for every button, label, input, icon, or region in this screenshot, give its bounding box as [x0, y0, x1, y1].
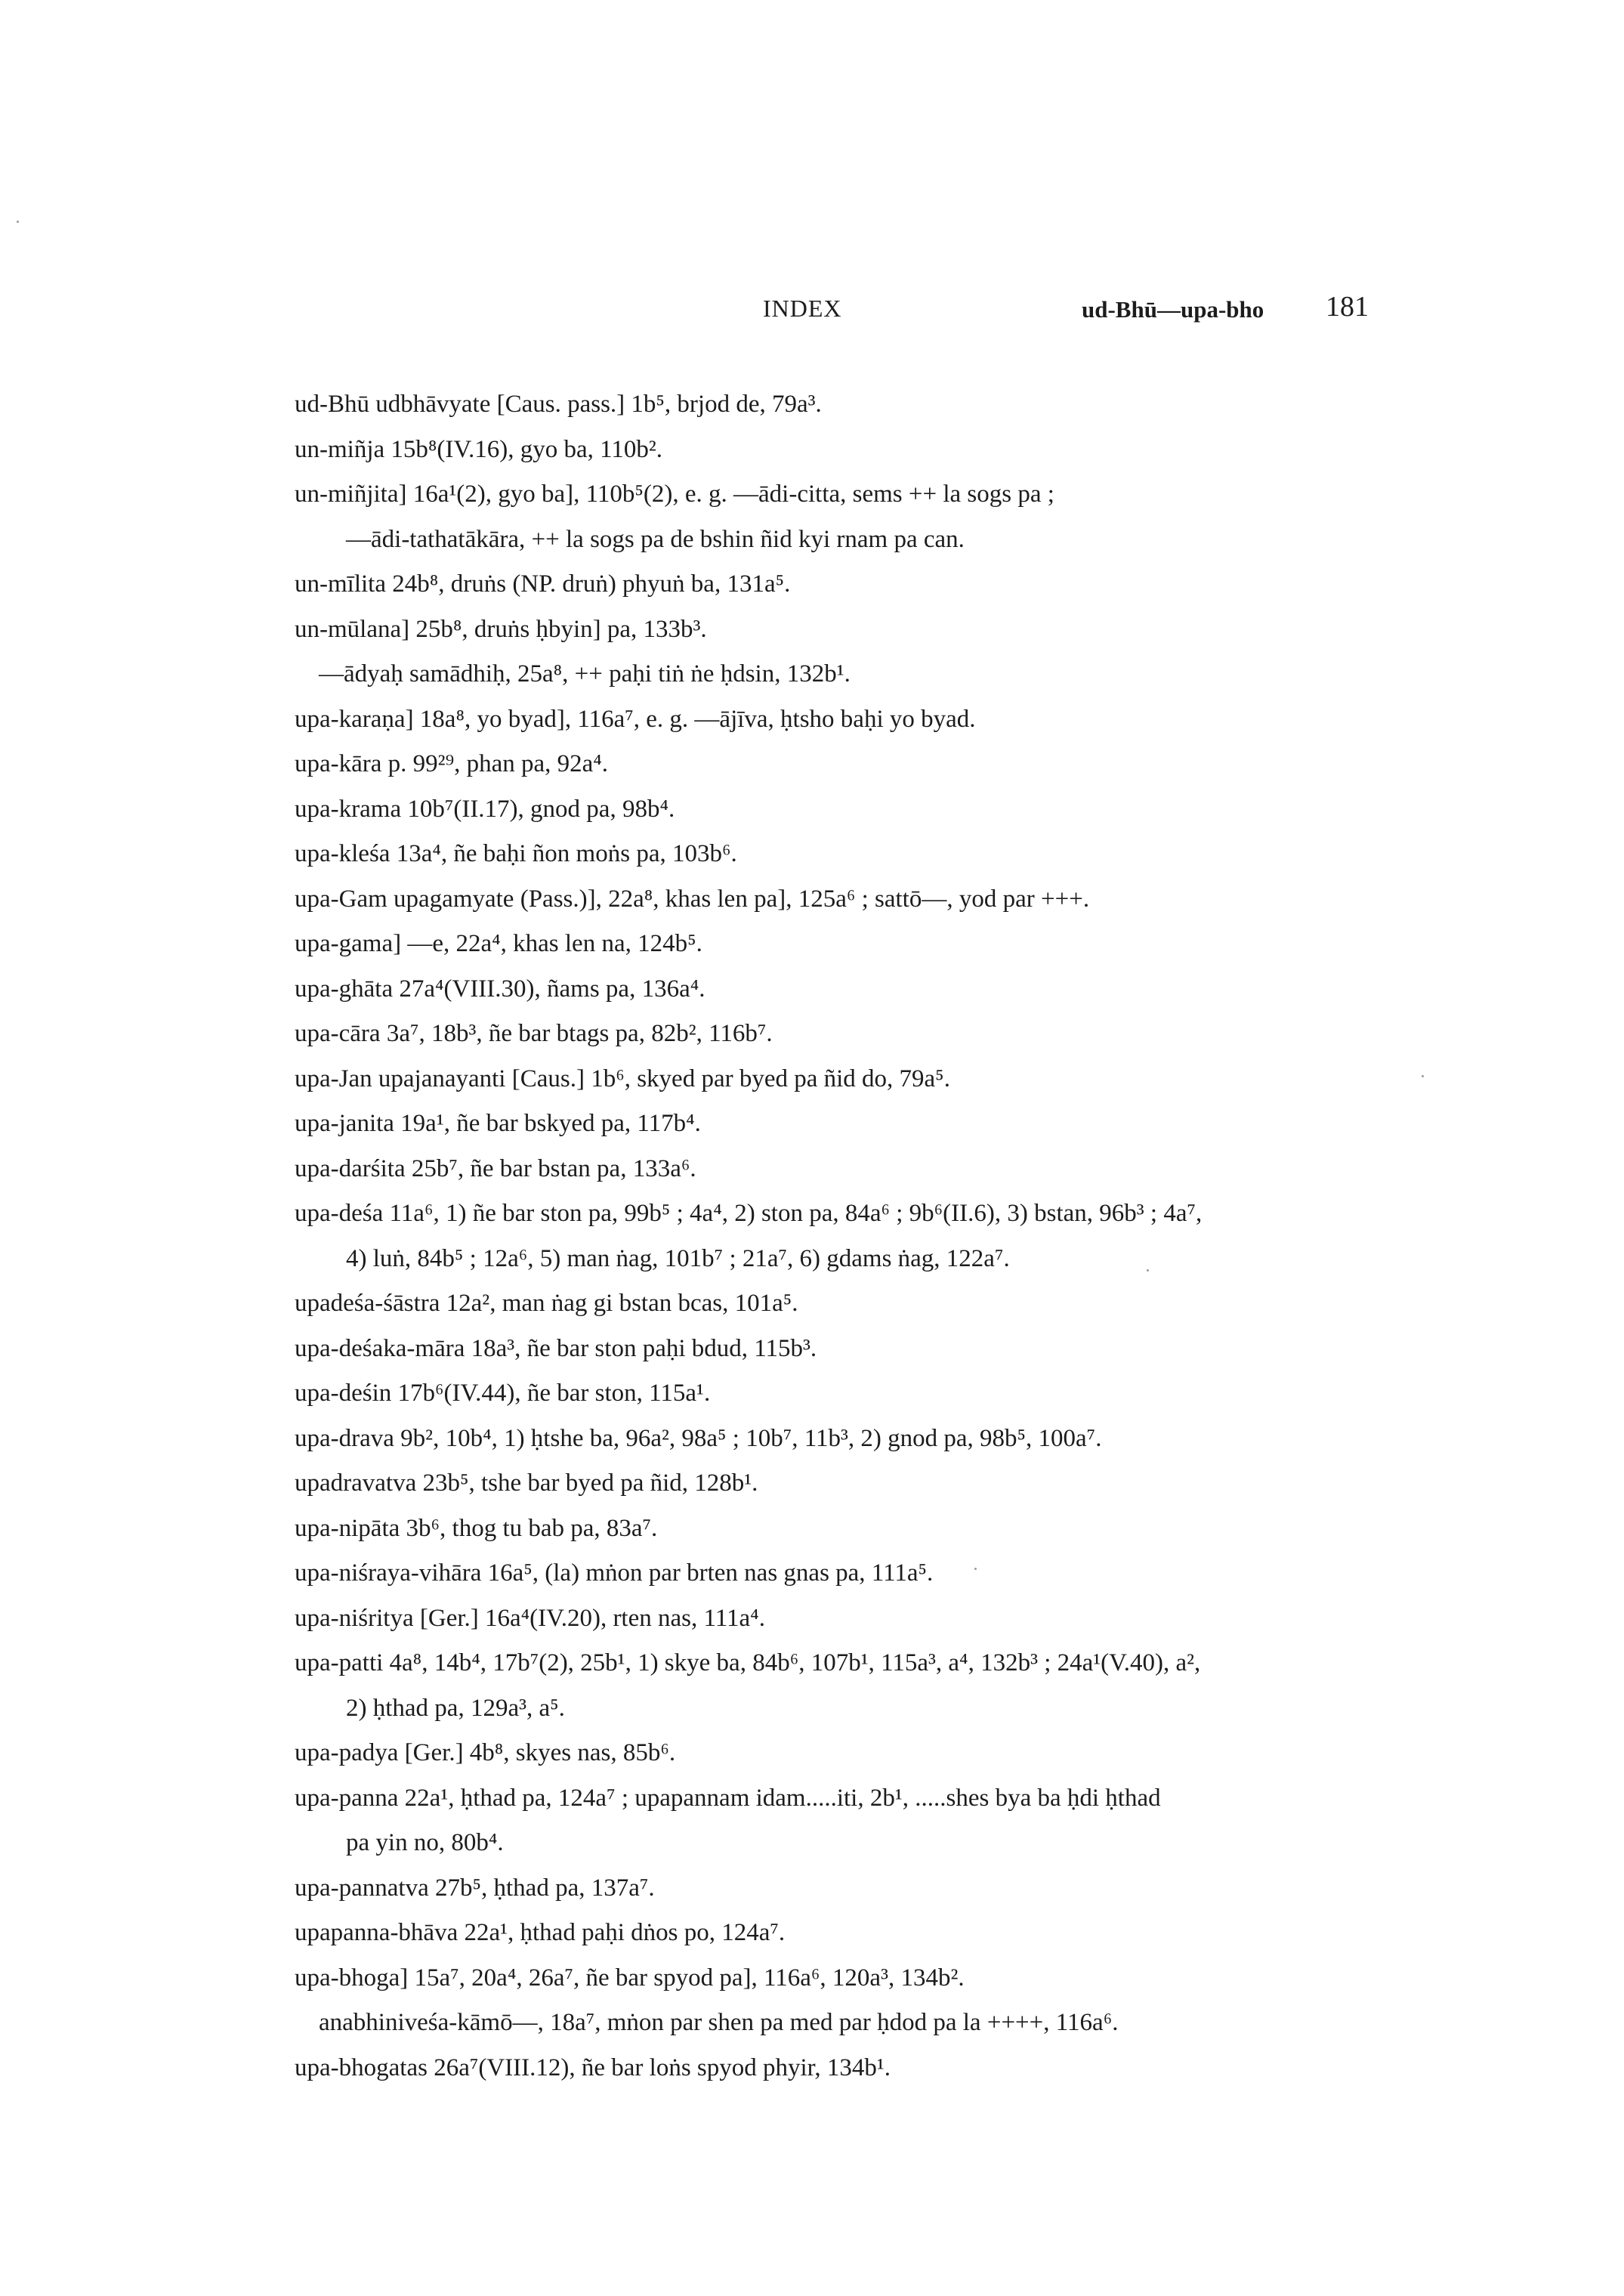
entry-text: upa-darśita 25b⁷, ñe bar bstan pa, 133a⁶. — [295, 1154, 696, 1182]
entry-text: upa-kleśa 13a⁴, ñe baḥi ñon moṅs pa, 103b⁶. — [295, 840, 737, 867]
scan-speck — [974, 1568, 977, 1570]
index-entry — [295, 742, 1390, 787]
index-entry — [295, 1911, 1390, 1956]
index-entry — [295, 1371, 1390, 1417]
entry-text: upa-bhoga] 15a⁷, 20a⁴, 26a⁷, ñe bar spyod pa], 116a⁶, 120a³, 134b². — [295, 1964, 965, 1992]
index-entry — [295, 1731, 1390, 1776]
index-entry — [295, 607, 1390, 653]
index-entry — [295, 1461, 1390, 1506]
entry-text: upa-patti 4a⁸, 14b⁴, 17b⁷(2), 25b¹, 1) skye ba, 84b⁶, 107b¹, 115a³, a⁴, 132b³ ; 24a¹(V.40), a², — [295, 1649, 1201, 1676]
entry-continuation: 4) luṅ, 84b⁵ ; 12a⁶, 5) man ṅag, 101b⁷ ; 21a⁷, 6) gdams ṅag, 122a⁷. — [346, 1244, 1010, 1272]
entry-text: upa-bhogatas 26a⁷(VIII.12), ñe bar loṅs spyod phyir, 134b¹. — [295, 2053, 891, 2081]
index-entry — [295, 2046, 1390, 2091]
entry-text: upa-ghāta 27a⁴(VIII.30), ñams pa, 136a⁴. — [295, 975, 705, 1003]
entry-text: upapanna-bhāva 22a¹, ḥthad paḥi dṅos po, 124a⁷. — [295, 1919, 786, 1946]
index-entry — [295, 1012, 1390, 1057]
scan-speck — [17, 221, 19, 223]
index-entry — [295, 697, 1390, 743]
index-entry — [295, 1417, 1390, 1462]
entry-text: upa-deśin 17b⁶(IV.44), ñe bar ston, 115a¹. — [295, 1380, 711, 1407]
index-entry — [295, 1551, 1390, 1596]
entry-text: upa-Gam upagamyate (Pass.)], 22a⁸, khas len pa], 125a⁶ ; sattō—, yod par +++. — [295, 885, 1090, 913]
entry-text: upa-krama 10b⁷(II.17), gnod pa, 98b⁴. — [295, 795, 675, 823]
index-entry — [295, 1327, 1390, 1372]
scan-speck — [1422, 1075, 1424, 1077]
index-entry — [295, 382, 1390, 428]
entry-text: ud-Bhū udbhāvyate [Caus. pass.] 1b⁵, brjod de, 79a³. — [295, 391, 822, 418]
index-entry — [295, 1057, 1390, 1102]
index-entry — [295, 1147, 1390, 1192]
entry-text: un-mūlana] 25b⁸, druṅs ḥbyin] pa, 133b³. — [295, 615, 707, 643]
index-entry — [295, 787, 1390, 833]
index-entry — [295, 652, 1414, 697]
entry-continuation: pa yin no, 80b⁴. — [346, 1829, 504, 1856]
index-entry — [295, 832, 1390, 877]
entry-text: upa-panna 22a¹, ḥthad pa, 124a⁷ ; upapannam idam.....iti, 2b¹, .....shes bya ba ḥdi ḥthad — [295, 1784, 1161, 1812]
entry-text: upa-kāra p. 99²⁹, phan pa, 92a⁴. — [295, 750, 609, 777]
running-header — [0, 291, 1624, 340]
entry-text: un-mīlita 24b⁸, druṅs (NP. druṅ) phyuṅ ba, 131a⁵. — [295, 570, 791, 598]
entry-continuation: —ādi-tathatākāra, ++ la sogs pa de bshin ñid kyi rnam pa can. — [346, 525, 965, 553]
entry-text: —ādyaḥ samādhiḥ, 25a⁸, ++ paḥi tiṅ ṅe ḥdsin, 132b¹. — [319, 660, 851, 688]
index-entry — [295, 1956, 1390, 2001]
index-entry — [295, 1776, 1390, 1866]
entry-text: upa-deśa 11a⁶, 1) ñe bar ston pa, 99b⁵ ; 4a⁴, 2) ston pa, 84a⁶ ; 9b⁶(II.6), 3) bstan, 96b³ ; 4a⁷, — [295, 1200, 1203, 1227]
entry-text: upa-drava 9b², 10b⁴, 1) ḥtshe ba, 96a², 98a⁵ ; 10b⁷, 11b³, 2) gnod pa, 98b⁵, 100a⁷. — [295, 1424, 1102, 1452]
header-section-title: INDEX — [763, 295, 842, 322]
index-entry — [295, 1506, 1390, 1552]
index-entry — [295, 967, 1390, 1012]
entry-text: upa-karaṇa] 18a⁸, yo byad], 116a⁷, e. g. —ājīva, ḥtsho baḥi yo byad. — [295, 705, 976, 733]
entry-text: upadeśa-śāstra 12a², man ṅag gi bstan bcas, 101a⁵. — [295, 1290, 798, 1317]
entry-text: upa-padya [Ger.] 4b⁸, skyes nas, 85b⁶. — [295, 1739, 676, 1766]
index-entry — [295, 1191, 1390, 1281]
index-entry — [295, 1102, 1390, 1147]
entry-text: upa-cāra 3a⁷, 18b³, ñe bar btags pa, 82b², 116b⁷. — [295, 1020, 773, 1047]
index-entry — [295, 562, 1390, 607]
entry-text: upa-deśaka-māra 18a³, ñe bar ston paḥi bdud, 115b³. — [295, 1334, 817, 1362]
entry-text: upa-gama] —e, 22a⁴, khas len na, 124b⁵. — [295, 930, 702, 957]
entry-text: upadravatva 23b⁵, tshe bar byed pa ñid, 128b¹. — [295, 1469, 758, 1497]
index-entry — [295, 1281, 1390, 1327]
index-entry — [295, 877, 1390, 922]
scan-speck — [1147, 1269, 1149, 1272]
index-entry — [295, 1866, 1390, 1911]
index-entry — [295, 922, 1390, 967]
page-number: 181 — [1326, 291, 1369, 323]
entry-text: upa-pannatva 27b⁵, ḥthad pa, 137a⁷. — [295, 1874, 655, 1902]
index-entry — [295, 2001, 1414, 2046]
entry-text: upa-nipāta 3b⁶, thog tu bab pa, 83a⁷. — [295, 1514, 658, 1542]
header-entry-range: ud-Bhū—upa-bho — [1082, 296, 1264, 323]
index-entry — [295, 472, 1390, 562]
entry-text: upa-niśritya [Ger.] 16a⁴(IV.20), rten nas, 111a⁴. — [295, 1604, 765, 1632]
entry-text: upa-niśraya-vihāra 16a⁵, (la) mṅon par brten nas gnas pa, 111a⁵. — [295, 1559, 934, 1587]
entry-text: un-miñjita] 16a¹(2), gyo ba], 110b⁵(2), e. g. —ādi-citta, sems ++ la sogs pa ; — [295, 481, 1054, 508]
entry-text: un-miñja 15b⁸(IV.16), gyo ba, 110b². — [295, 435, 663, 463]
index-entry — [295, 1596, 1390, 1642]
entry-text: upa-janita 19a¹, ñe bar bskyed pa, 117b⁴. — [295, 1110, 701, 1137]
entry-text: anabhiniveśa-kāmō—, 18a⁷, mṅon par shen pa med par ḥdod pa la ++++, 116a⁶. — [319, 2009, 1119, 2036]
index-entry — [295, 428, 1390, 473]
entry-text: upa-Jan upajanayanti [Caus.] 1b⁶, skyed par byed pa ñid do, 79a⁵. — [295, 1065, 950, 1092]
index-entry — [295, 1641, 1390, 1731]
entry-continuation: 2) ḥthad pa, 129a³, a⁵. — [346, 1694, 565, 1722]
